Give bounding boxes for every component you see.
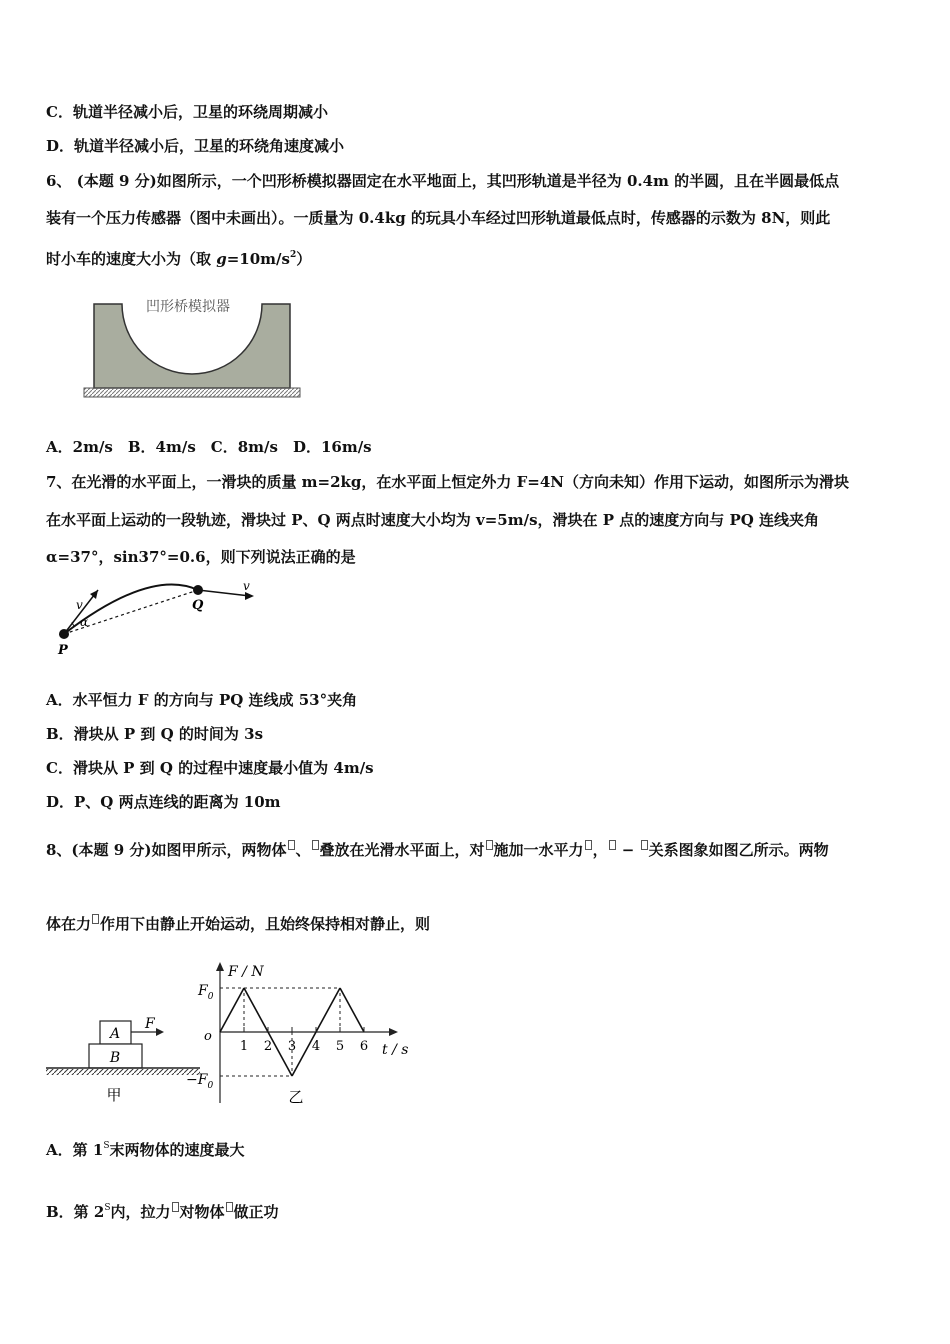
x-tick-label: 3 (287, 1039, 297, 1054)
x-tick-label: 4 (311, 1039, 321, 1054)
q8-option-b: B．第 $2^S$内，拉力 对物体 做正功 (46, 1203, 279, 1221)
origin-label: o (204, 1029, 212, 1044)
label-q: Q (192, 598, 204, 613)
trajectory-figure (50, 578, 270, 660)
series-segment (220, 988, 244, 1032)
label-p: P (58, 643, 68, 658)
q7-stem-line2: 在水平面上运动的一段轨迹，滑块过 P、Q 两点时速度大小均为 v=5m/s，滑块在 P 点的速度方向与 PQ 连线夹角 (46, 511, 820, 529)
q8-stem-line2: 体在力 作用下由静止开始运动，且始终保持相对静止，则 (46, 915, 431, 933)
concave-bridge-figure (80, 290, 304, 402)
caption-jia: 甲 (106, 1086, 122, 1104)
q7-stem-line3: α=37°，sin37°=0.6，则下列说法正确的是 (46, 548, 356, 566)
x-tick-label: 2 (263, 1039, 273, 1054)
bridge-label: 凹形桥模拟器 (146, 299, 230, 315)
x-tick-label: 6 (359, 1039, 369, 1054)
label-v-p: v (76, 598, 83, 612)
q6-stem-line1: 6、 (本题 9 分)如图所示，一个凹形桥模拟器固定在水平地面上，其凹形轨道是半径为 0.4m 的半圆，且在半圆最低点 (46, 172, 840, 190)
x-tick-label: 5 (335, 1039, 345, 1054)
q7-option-b: B．滑块从 P 到 Q 的时间为 3s (46, 725, 264, 743)
label-f: F (145, 1016, 155, 1032)
series-segment (316, 988, 340, 1032)
figure-yi-chart (186, 958, 416, 1108)
q8-option-a: A．第 $1^S$末两物体的速度最大 (46, 1141, 245, 1159)
label-v-q: v (243, 579, 250, 593)
x-tick-label: 1 (239, 1039, 249, 1054)
label-a: A (109, 1026, 121, 1042)
ground-hatch (46, 1069, 200, 1075)
caption-yi: 乙 (288, 1088, 304, 1106)
arrowhead-q (245, 592, 254, 600)
q8-stem-line1: 8、(本题 9 分)如图甲所示，两物体 、 叠放在光滑水平面上，对 施加一水平力 ， − 关系图象如图乙所示。两物 (46, 841, 829, 859)
q5-option-d: D．轨道半径减小后，卫星的环绕角速度减小 (46, 137, 345, 155)
neg-f0-label: $-F_0$ (186, 1072, 214, 1091)
q5-option-c: C．轨道半径减小后，卫星的环绕周期减小 (46, 103, 328, 121)
y-axis-label: F / N (228, 964, 264, 980)
series-segment (244, 988, 268, 1032)
point-p (59, 629, 69, 639)
label-alpha: α (80, 615, 89, 629)
q7-option-a: A．水平恒力 F 的方向与 PQ 连线成 53°夹角 (46, 691, 358, 709)
series-segment (340, 988, 364, 1032)
f0-label: $F_0$ (198, 983, 214, 1002)
q7-option-c: C．滑块从 P 到 Q 的过程中速度最小值为 4m/s (46, 759, 374, 777)
point-q (193, 585, 203, 595)
q6-stem-line3: 时小车的速度大小为（取 $g=10m/s^2$） (46, 250, 312, 268)
q6-stem-line2: 装有一个压力传感器（图中未画出）。一质量为 0.4kg 的玩具小车经过凹形轨道最低点时，传感器的示数为 8N，则此 (46, 209, 831, 227)
q7-option-d: D．P、Q 两点连线的距离为 10m (46, 793, 281, 811)
ground (84, 388, 300, 397)
bridge-body (94, 304, 290, 388)
q6-options: A．2m/s B．4m/s C．8m/s D．16m/s (46, 438, 372, 456)
label-b: B (109, 1050, 121, 1066)
x-axis-label: t / s (382, 1042, 409, 1058)
figure-jia (44, 1008, 204, 1108)
q7-stem-line1: 7、在光滑的水平面上，一滑块的质量 m=2kg，在水平面上恒定外力 F=4N（方向未知）作用下运动，如图所示为滑块 (46, 473, 850, 491)
